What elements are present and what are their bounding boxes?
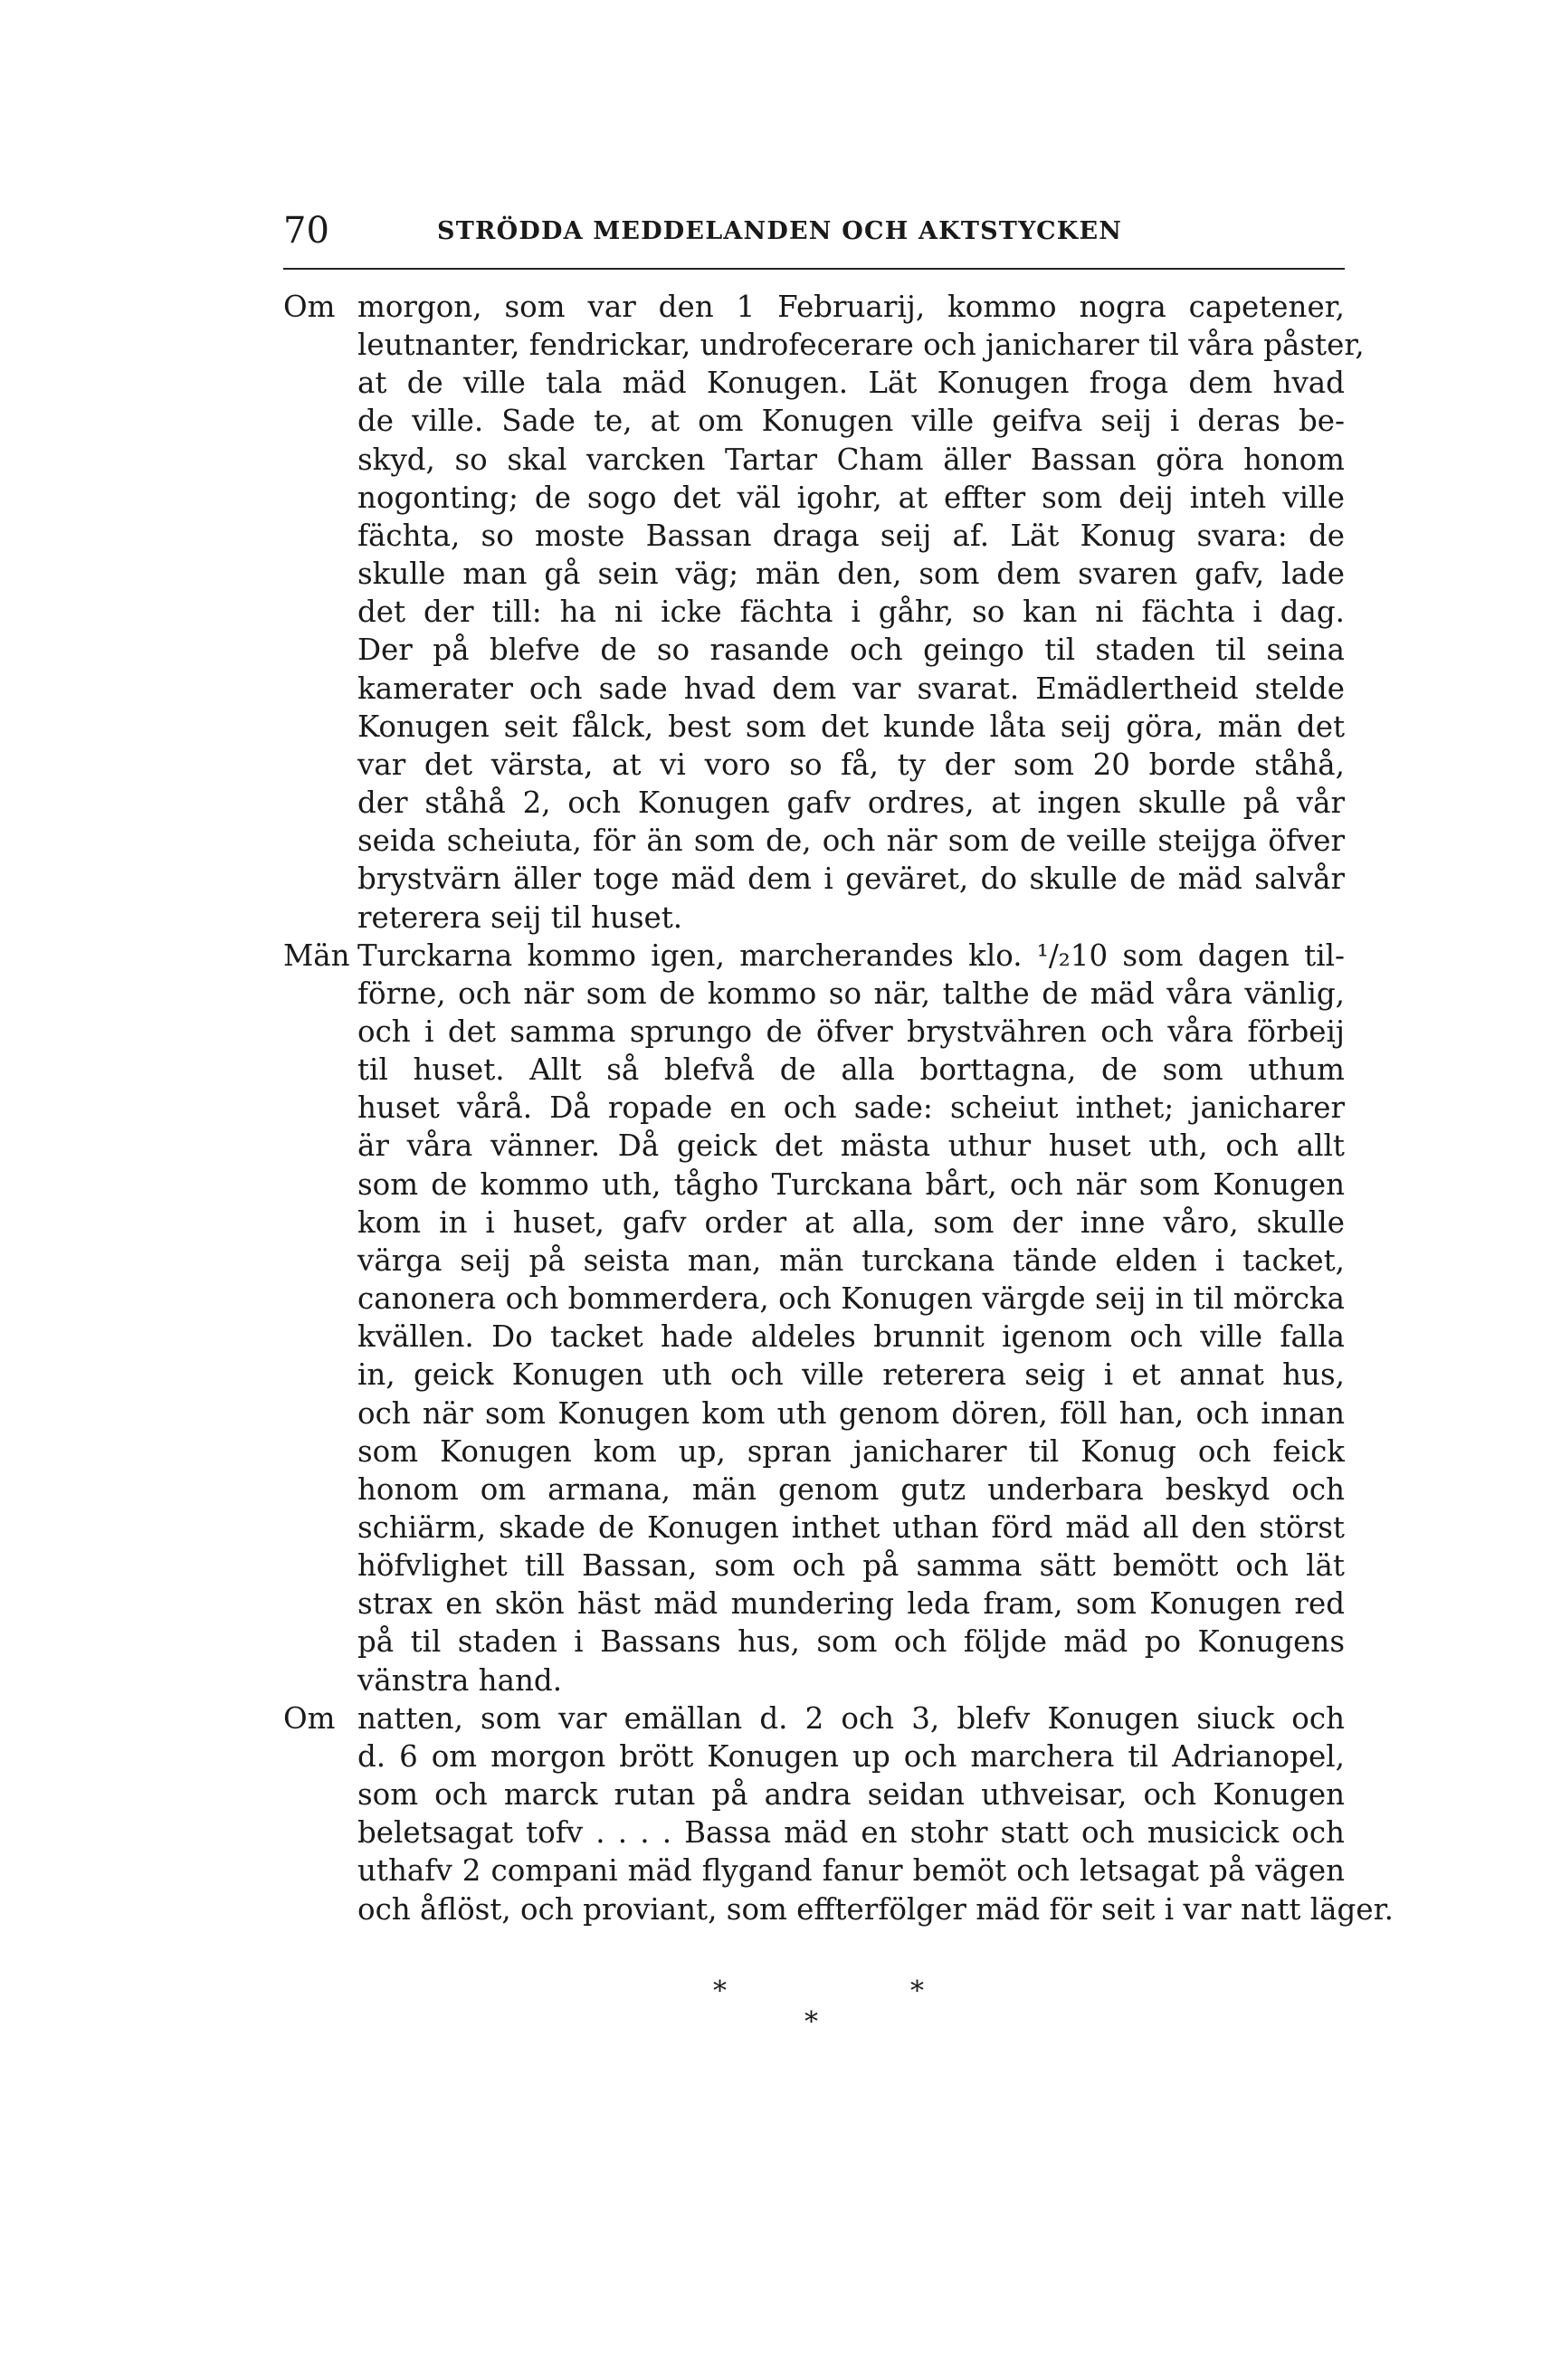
text-line: de ville. Sade te, at om Konugen ville geifva seij i deras be- — [357, 404, 1345, 439]
text-line: der ståhå 2, och Konugen gafv ordres, at ingen skulle på vår — [357, 785, 1345, 821]
text-line: schiärm, skade de Konugen inthet uthan förd mäd all den störst — [357, 1510, 1345, 1545]
running-head — [283, 204, 1345, 258]
paragraph — [283, 1699, 1394, 1928]
text-line: fächta, so moste Bassan draga seij af. Lät Konug svara: de — [357, 518, 1345, 553]
text-line: det der till: ha ni icke fächta i gåhr, so kan ni fächta i dag. — [357, 595, 1345, 630]
text-line: höfvlighet till Bassan, som och på samma sätt bemött och lät — [357, 1548, 1345, 1584]
text-line: som Konugen kom up, spran janicharer til Konug och feick — [357, 1433, 1345, 1469]
ornament-star: * — [910, 1975, 924, 2007]
text-line: in, geick Konugen uth och ville reterera seig i et annat hus, — [357, 1357, 1345, 1393]
text-line: som de kommo uth, tågho Turckana bårt, och när som Konugen — [357, 1166, 1345, 1202]
paragraph-lines — [357, 288, 1365, 937]
text-line: at de ville tala mäd Konugen. Lät Konugen froga dem hvad — [357, 366, 1345, 401]
page-number: 70 — [283, 210, 329, 252]
ornament-star: * — [713, 1975, 727, 2007]
text-line: huset vårå. Då ropade en och sade: scheiut inthet; janicharer — [357, 1090, 1345, 1126]
text-line: värga seij på seista man, män turckana tände elden i tacket, — [357, 1242, 1345, 1278]
text-line: strax en skön häst mäd mundering leda fram, som Konugen red — [357, 1586, 1345, 1622]
text-line: reterera seij til huset. — [357, 900, 683, 935]
text-line: vänstra hand. — [357, 1662, 563, 1698]
section-ornament — [283, 1973, 1345, 2045]
paragraph-lines — [357, 937, 1345, 1699]
text-line: skulle man gå sein väg; män den, som dem svaren gafv, lade — [357, 557, 1345, 592]
text-line: d. 6 om morgon brött Konugen up och marchera til Adrianopel, — [357, 1738, 1345, 1774]
text-line: kvällen. Do tacket hade aldeles brunnit igenom och ville falla — [357, 1319, 1345, 1355]
running-title: STRÖDDA MEDDELANDEN OCH AKTSTYCKEN — [437, 217, 1123, 245]
text-line: på til staden i Bassans hus, som och följde mäd po Konugens — [357, 1624, 1345, 1660]
text-line: kom in i huset, gafv order at alla, som der inne våro, skulle — [357, 1204, 1345, 1240]
paragraph — [283, 288, 1365, 937]
text-line: seida scheiuta, för än som de, och när som de veille steijga öfver — [357, 823, 1345, 859]
text-line: morgon, som var den 1 Februarij, kommo nogra capetener, — [357, 290, 1345, 324]
text-line: kamerater och sade hvad dem var svarat. Emädlertheid stelde — [357, 671, 1345, 706]
text-line: honom om armana, män genom gutz underbara beskyd och — [357, 1471, 1345, 1507]
header-rule — [283, 268, 1345, 270]
text-line: uthafv 2 compani mäd flygand fanur bemöt och letsagat på vägen — [357, 1853, 1345, 1889]
text-line: och åflöst, och proviant, som effterfölger mäd för seit i var natt läger. — [357, 1891, 1394, 1927]
text-line: brystvärn äller toge mäd dem i geväret, do skulle de mäd salvår — [357, 862, 1345, 897]
paragraph-lead-word: Om — [283, 1700, 336, 1736]
paragraph-lines — [357, 1699, 1394, 1928]
text-line: nogonting; de sogo det väl igohr, at effter som deij inteh ville — [357, 480, 1345, 515]
paragraph-lead-word: Män — [283, 938, 350, 973]
text-line: Der på blefve de so rasande och geingo til staden til seina — [357, 633, 1345, 668]
paragraph — [283, 937, 1345, 1699]
paragraph-lead-word: Om — [283, 290, 336, 324]
text-line: är våra vänner. Då geick det mästa uthur huset uth, och allt — [357, 1128, 1345, 1164]
text-line: var det värsta, at vi voro so få, ty der som 20 borde ståhå, — [357, 747, 1345, 782]
text-line: natten, som var emällan d. 2 och 3, blefv Konugen siuck och — [357, 1700, 1345, 1736]
text-line: Konugen seit fålck, best som det kunde låta seij göra, män det — [357, 709, 1345, 744]
text-line: leutnanter, fendrickar, undrofecerare och janicharer til våra påster, — [357, 328, 1365, 363]
body-text — [283, 288, 1394, 1928]
text-line: skyd, so skal varcken Tartar Cham äller Bassan göra honom — [357, 442, 1345, 477]
text-line: til huset. Allt så blefvå de alla borttagna, de som uthum — [357, 1052, 1345, 1088]
text-line: beletsagat tofv . . . . Bassa mäd en stohr statt och musicick och — [357, 1815, 1345, 1851]
text-line: och när som Konugen kom uth genom dören, föll han, och innan — [357, 1395, 1345, 1431]
text-line: Turckarna kommo igen, marcherandes klo. ¹/₂10 som dagen til- — [357, 938, 1345, 973]
text-line: förne, och när som de kommo so när, talthe de mäd våra vänlig, — [357, 976, 1345, 1011]
text-line: och i det samma sprungo de öfver brystvähren och våra förbeij — [357, 1014, 1345, 1049]
text-line: som och marck rutan på andra seidan uthveisar, och Konugen — [357, 1777, 1345, 1813]
ornament-star: * — [804, 2006, 818, 2038]
text-line: canonera och bommerdera, och Konugen värgde seij in til mörcka — [357, 1281, 1345, 1317]
